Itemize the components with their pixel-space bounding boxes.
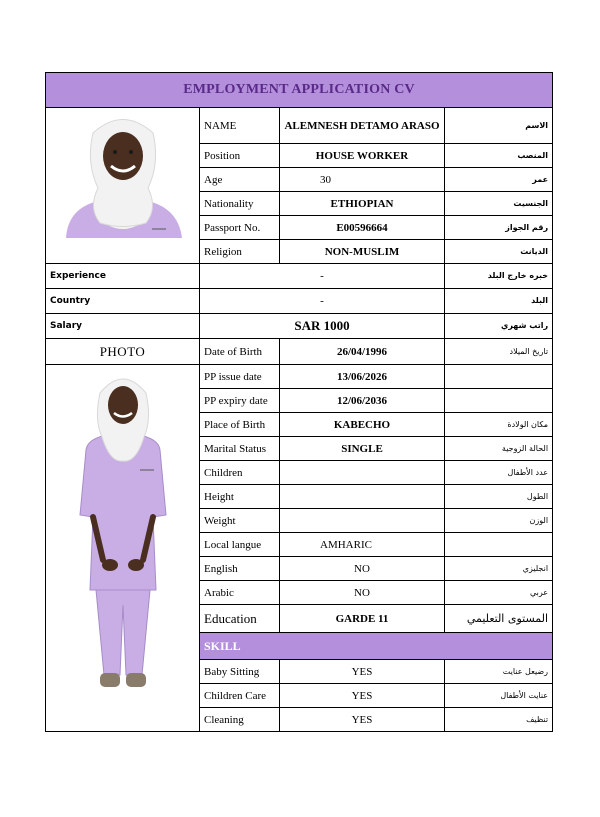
salary-value: SAR 1000: [200, 314, 445, 339]
education-value: GARDE 11: [280, 605, 445, 633]
dob-label-ar: تاريخ الميلاد: [445, 339, 553, 365]
nationality-value: ETHIOPIAN: [280, 192, 445, 216]
dob-value: 26/04/1996: [280, 339, 445, 365]
skill-cleaning-value: YES: [280, 708, 445, 732]
position-value: HOUSE WORKER: [280, 144, 445, 168]
children-label-ar: عدد الأطفال: [445, 461, 553, 485]
salary-label: Salary: [46, 314, 200, 339]
local-language-label-ar: [445, 533, 553, 557]
skill-baby-sitting-value: YES: [280, 660, 445, 684]
pp-issue-label-ar: [445, 365, 553, 389]
pp-issue-label: PP issue date: [200, 365, 280, 389]
marital-value: SINGLE: [280, 437, 445, 461]
dob-label: Date of Birth: [200, 339, 280, 365]
religion-label-ar: الديانت: [445, 240, 553, 264]
headshot-photo: [46, 108, 200, 264]
passport-label: Passport No.: [200, 216, 280, 240]
experience-value: -: [200, 264, 445, 289]
religion-label: Religion: [200, 240, 280, 264]
position-label: Position: [200, 144, 280, 168]
local-language-label: Local langue: [200, 533, 280, 557]
skill-baby-sitting-label: Baby Sitting: [200, 660, 280, 684]
skill-header: SKILL: [200, 633, 553, 660]
country-label: Country: [46, 289, 200, 314]
passport-value: E00596664: [280, 216, 445, 240]
education-label-ar: المستوى التعليمي: [445, 605, 553, 633]
skill-cleaning-label-ar: تنظيف: [445, 708, 553, 732]
position-label-ar: المنصب: [445, 144, 553, 168]
pp-expiry-label: PP expiry date: [200, 389, 280, 413]
cv-title: EMPLOYMENT APPLICATION CV: [46, 73, 553, 108]
skill-cleaning-label: Cleaning: [200, 708, 280, 732]
name-value: ALEMNESH DETAMO ARASO: [280, 108, 445, 144]
full-body-photo: [46, 365, 200, 732]
birthplace-label-ar: مكان الولادة: [445, 413, 553, 437]
pp-expiry-label-ar: [445, 389, 553, 413]
birthplace-value: KABECHO: [280, 413, 445, 437]
height-label: Height: [200, 485, 280, 509]
children-value: [280, 461, 445, 485]
local-language-value: AMHARIC: [280, 533, 445, 557]
headshot-image: [48, 108, 198, 258]
cv-sheet: [45, 72, 552, 739]
nationality-label-ar: الجنسيت: [445, 192, 553, 216]
pp-expiry-value: 12/06/2036: [280, 389, 445, 413]
skill-children-care-value: YES: [280, 684, 445, 708]
country-label-ar: البلد: [445, 289, 553, 314]
pp-issue-value: 13/06/2026: [280, 365, 445, 389]
experience-label: Experience: [46, 264, 200, 289]
salary-label-ar: راتب شهري: [445, 314, 553, 339]
religion-value: NON-MUSLIM: [280, 240, 445, 264]
arabic-label: Arabic: [200, 581, 280, 605]
english-value: NO: [280, 557, 445, 581]
marital-label: Marital Status: [200, 437, 280, 461]
english-label: English: [200, 557, 280, 581]
nationality-label: Nationality: [200, 192, 280, 216]
weight-value: [280, 509, 445, 533]
country-value: -: [200, 289, 445, 314]
name-label-ar: الاسم: [445, 108, 553, 144]
full-body-image: [48, 365, 198, 705]
english-label-ar: انجليزي: [445, 557, 553, 581]
experience-label-ar: خبره خارج البلد: [445, 264, 553, 289]
skill-baby-sitting-label-ar: رضيعل عنايت: [445, 660, 553, 684]
name-label: NAME: [200, 108, 280, 144]
skill-children-care-label-ar: عنايت الأطفال: [445, 684, 553, 708]
marital-label-ar: الحالة الزوجية: [445, 437, 553, 461]
weight-label-ar: الوزن: [445, 509, 553, 533]
children-label: Children: [200, 461, 280, 485]
passport-label-ar: رقم الجواز: [445, 216, 553, 240]
education-label: Education: [200, 605, 280, 633]
weight-label: Weight: [200, 509, 280, 533]
age-value: 30: [280, 168, 445, 192]
age-label: Age: [200, 168, 280, 192]
height-value: [280, 485, 445, 509]
photo-label: PHOTO: [46, 339, 200, 365]
cv-table: [45, 72, 553, 732]
birthplace-label: Place of Birth: [200, 413, 280, 437]
height-label-ar: الطول: [445, 485, 553, 509]
arabic-label-ar: عربي: [445, 581, 553, 605]
arabic-value: NO: [280, 581, 445, 605]
age-label-ar: عمر: [445, 168, 553, 192]
skill-children-care-label: Children Care: [200, 684, 280, 708]
